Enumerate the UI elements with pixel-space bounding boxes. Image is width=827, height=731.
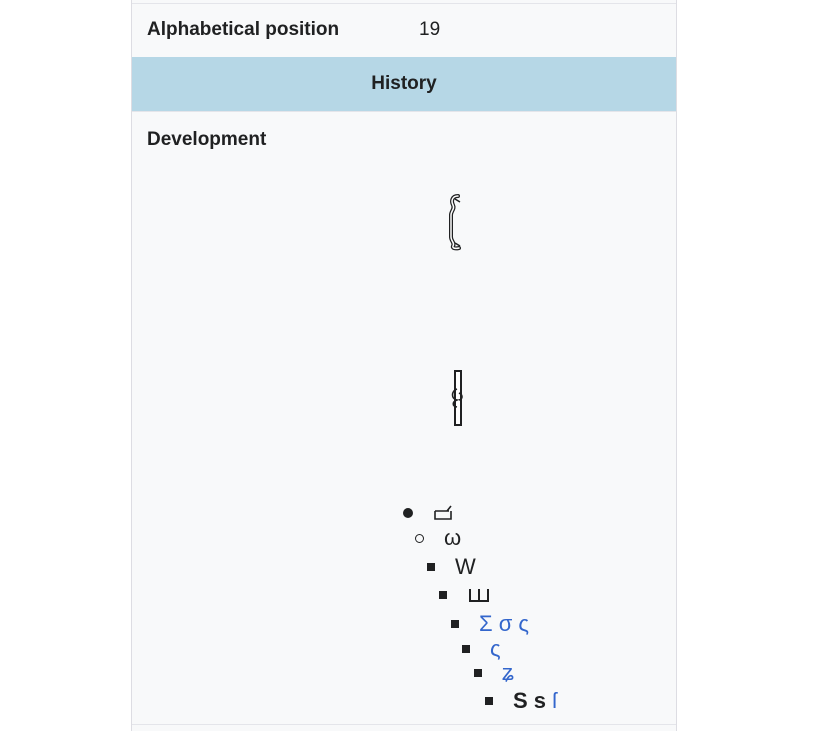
square-bullet: [474, 669, 482, 677]
lineage-item-paleo-hebrew: [415, 526, 461, 550]
alphabetical-position-row: [132, 4, 676, 57]
greek-sigma-link[interactable]: Σ σ ς: [479, 611, 530, 636]
phoenician-shin-icon[interactable]: [433, 505, 453, 521]
disc-bullet: [403, 508, 413, 518]
history-section-header: [132, 57, 676, 111]
lineage-item-latin-s: [485, 689, 557, 713]
lineage-item-ezh: [474, 661, 514, 685]
square-bullet: [485, 697, 493, 705]
development-label: Development: [147, 129, 267, 150]
circle-bullet: [415, 534, 424, 543]
square-bullet: [427, 563, 435, 571]
ezh-link[interactable]: ʑ: [502, 660, 514, 685]
early-greek-glyph[interactable]: W: [455, 554, 476, 579]
square-bullet: [451, 620, 459, 628]
egyptian-hieroglyph-icon[interactable]: [446, 193, 466, 251]
lineage-item-phoenician: [403, 501, 453, 525]
lineage-item-greek-sigma: [451, 612, 529, 636]
lineage-item-old-italic: [439, 583, 491, 607]
latin-s-glyphs[interactable]: [513, 689, 557, 713]
square-bullet: [462, 645, 470, 653]
lineage-item-greek-early: [427, 555, 476, 579]
alphabetical-position-label: Alphabetical position: [147, 19, 340, 40]
letter-infobox: [131, 0, 677, 731]
old-italic-icon[interactable]: [467, 587, 491, 603]
history-header-label: History: [371, 73, 437, 94]
section-divider: [132, 111, 676, 112]
final-sigma-link[interactable]: ς: [490, 636, 501, 661]
latin-s-text: S s ſ: [513, 688, 558, 713]
square-bullet: [439, 591, 447, 599]
paleo-hebrew-icon[interactable]: ω: [444, 525, 462, 550]
long-s-link[interactable]: ſ: [552, 688, 558, 713]
alphabetical-position-value: 19: [419, 19, 441, 40]
bottom-divider: [132, 724, 676, 725]
lineage-item-final-sigma: [462, 637, 501, 661]
proto-sinaitic-icon[interactable]: [448, 369, 468, 427]
